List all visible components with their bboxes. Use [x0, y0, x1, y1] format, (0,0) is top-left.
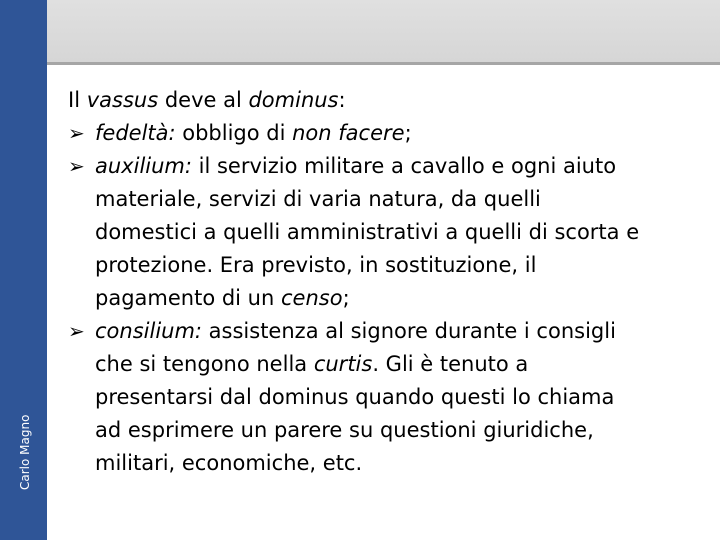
header-band [47, 0, 720, 62]
arrow-right-icon: ➢ [68, 319, 85, 343]
bullet-text: pagamento di un [95, 286, 281, 310]
intro-text: : [338, 88, 346, 112]
bullet-text: obbligo di [175, 121, 293, 145]
intro-text: deve al [158, 88, 249, 112]
bullet-emphasis: non facere [292, 121, 405, 145]
intro-text: Il [68, 88, 87, 112]
bullet-text-line [95, 348, 708, 381]
bullet-term: fedeltà: [95, 121, 176, 145]
bullet-text-line [95, 282, 708, 315]
sidebar-title: Carlo Magno [18, 414, 32, 490]
slide-body [68, 84, 708, 480]
intro-line [68, 84, 708, 117]
bullet-text: domestici a quelli amministrativi a quelli di scorta e [95, 220, 640, 244]
bullet-auxilium [68, 150, 708, 315]
bullet-text: presentarsi dal dominus quando questi lo chiama [95, 385, 615, 409]
header-divider [47, 62, 720, 65]
bullet-text: assistenza al signore durante i consigli [202, 319, 616, 343]
bullet-term: consilium: [95, 319, 202, 343]
bullet-text: ; [342, 286, 350, 310]
bullet-emphasis: censo [280, 286, 343, 310]
bullet-term: auxilium: [95, 154, 192, 178]
bullet-text: protezione. Era previsto, in sostituzione, il [95, 253, 537, 277]
sidebar-bar [0, 0, 47, 540]
bullet-consilium [68, 315, 708, 480]
bullet-text: che si tengono nella [95, 352, 314, 376]
bullet-text: ad esprimere un parere su questioni giuridiche, [95, 418, 594, 442]
arrow-right-icon: ➢ [68, 154, 85, 178]
bullet-text: militari, economiche, etc. [95, 451, 363, 475]
bullet-fedelta [68, 117, 708, 150]
bullet-emphasis: curtis [313, 352, 373, 376]
bullet-text: . Gli è tenuto a [372, 352, 529, 376]
arrow-right-icon: ➢ [68, 121, 85, 145]
bullet-text: ; [404, 121, 412, 145]
intro-term-vassus: vassus [86, 88, 159, 112]
intro-term-dominus: dominus [248, 88, 339, 112]
bullet-text: il servizio militare a cavallo e ogni aiuto [191, 154, 617, 178]
bullet-text: materiale, servizi di varia natura, da quelli [95, 187, 541, 211]
bullet-list [68, 117, 708, 480]
